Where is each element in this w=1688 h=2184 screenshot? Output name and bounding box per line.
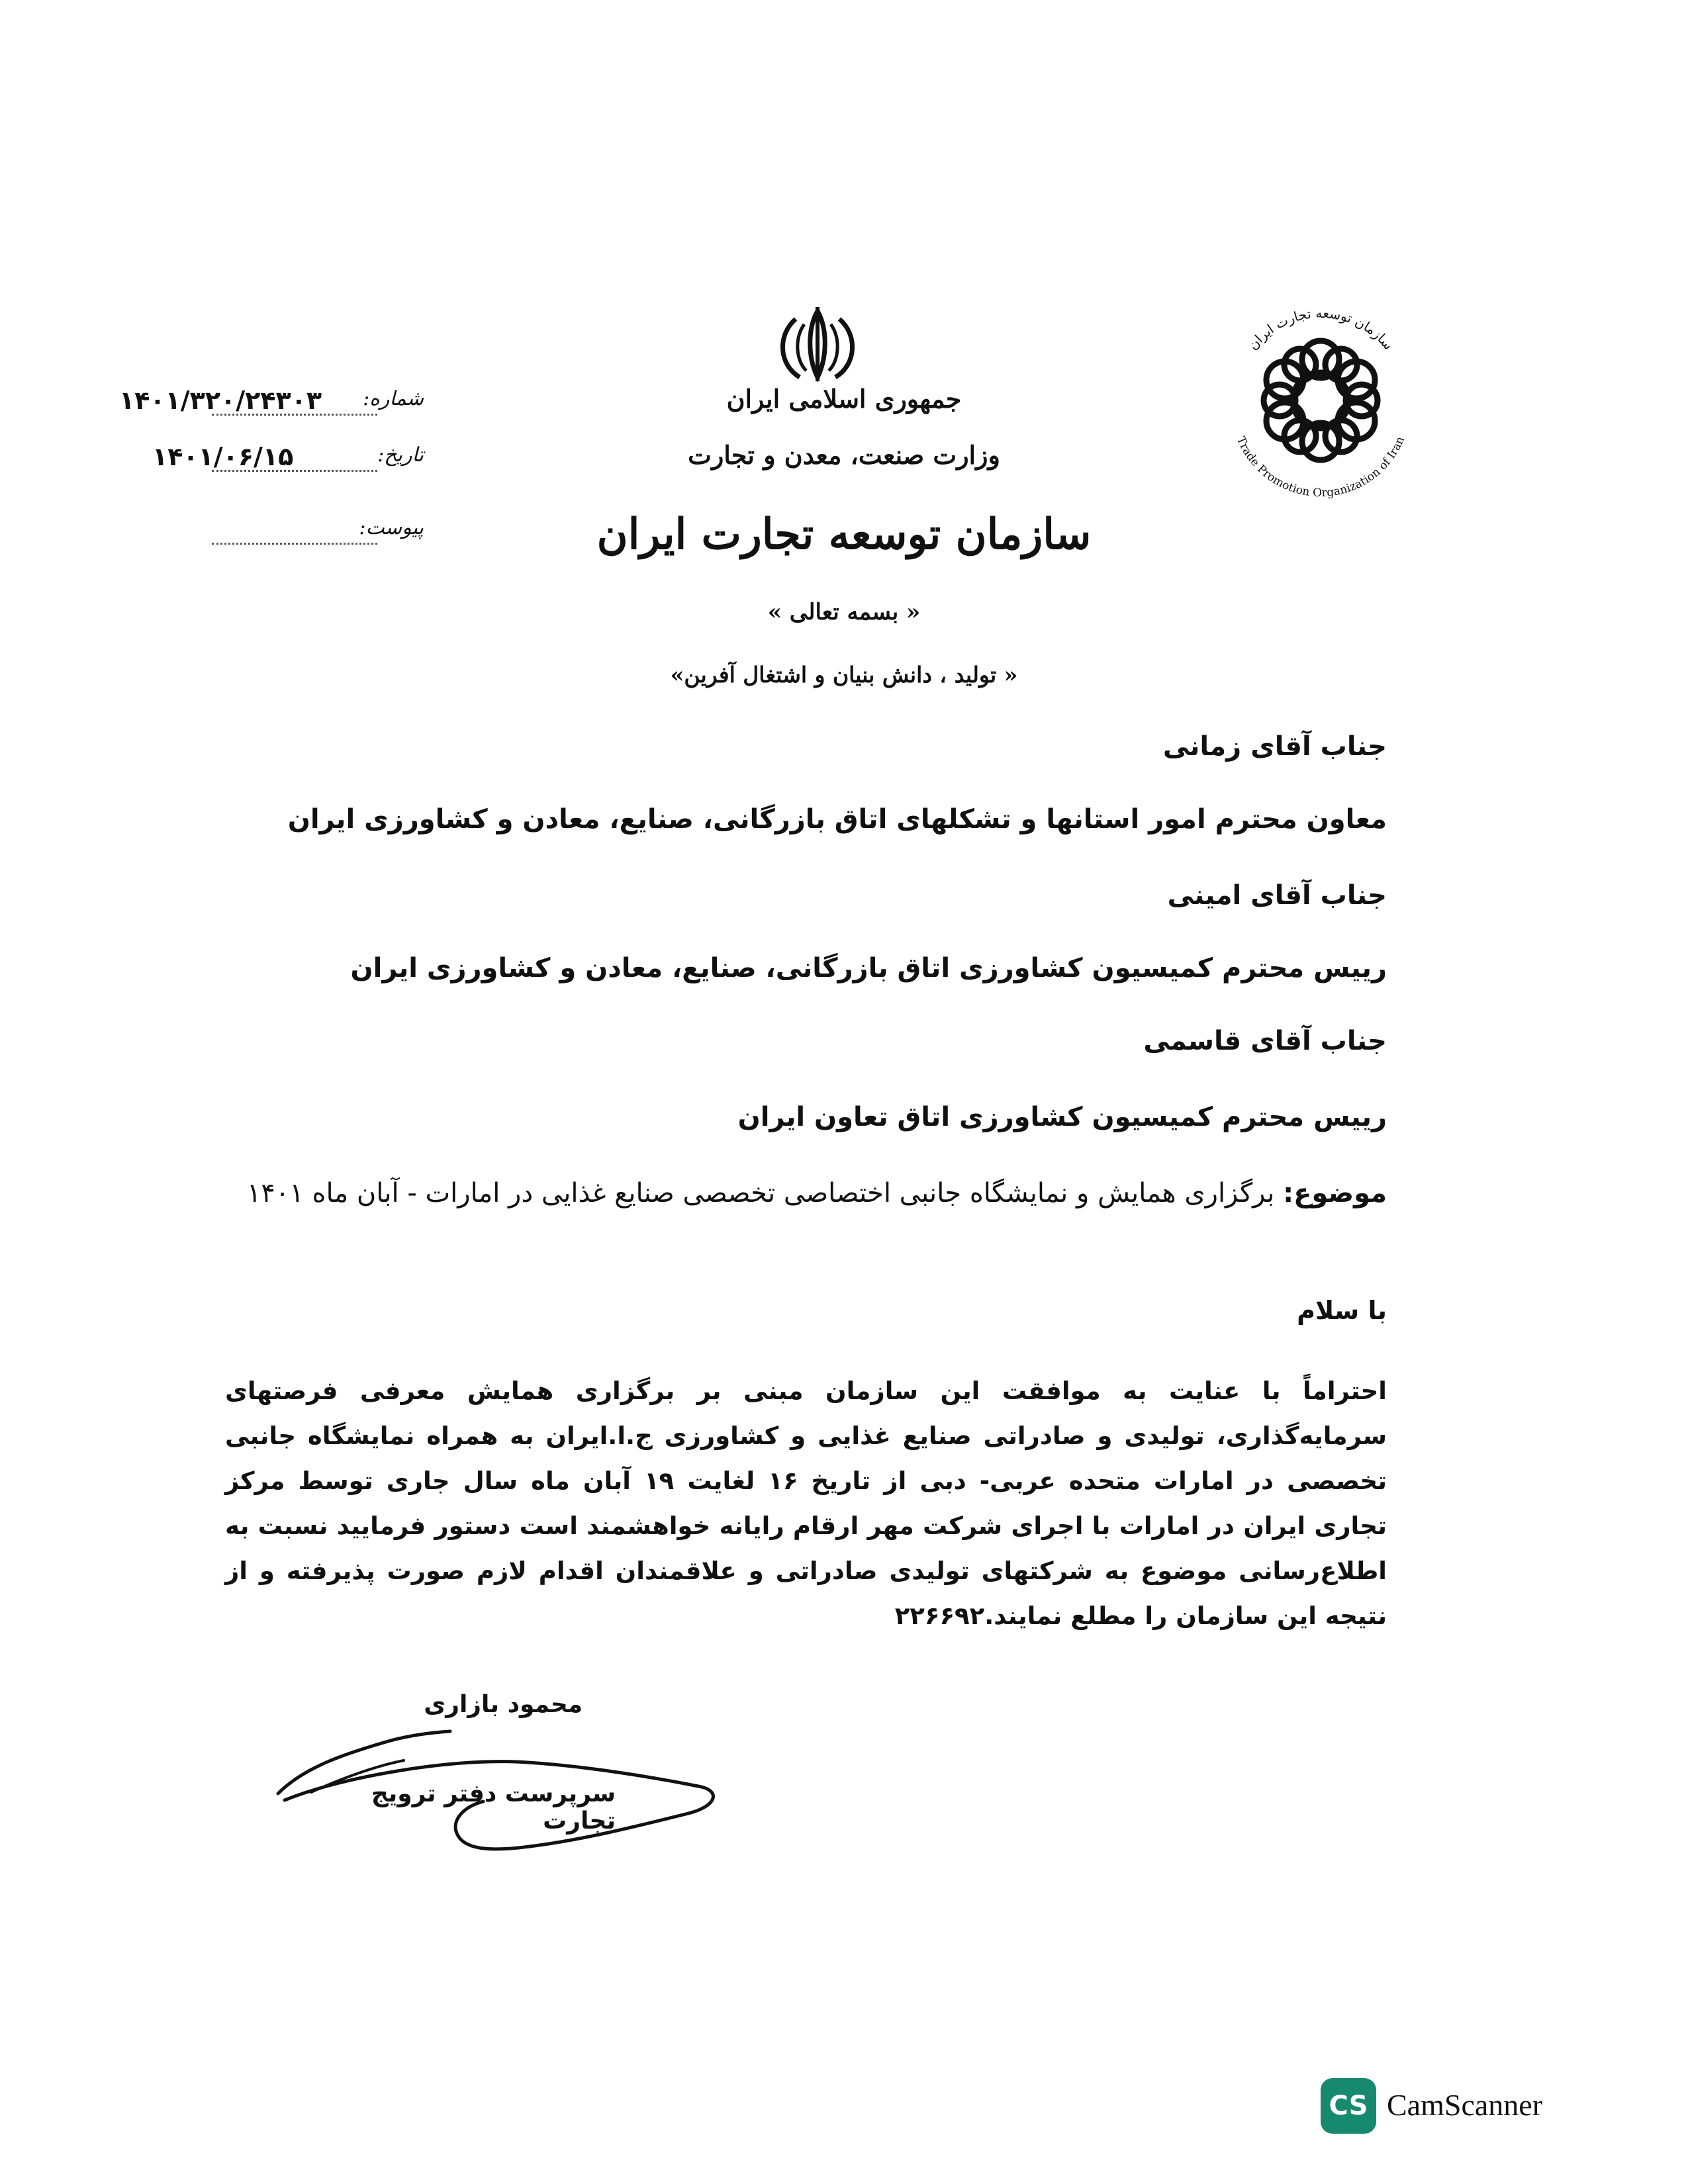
- subject-label: موضوع:: [1283, 1178, 1387, 1208]
- bismillah: « بسمه تعالی »: [767, 599, 921, 625]
- republic-title: جمهوری اسلامی ایران: [726, 384, 962, 414]
- letter-number-label: شماره:: [363, 387, 424, 410]
- addressee-3-title: رییس محترم کمیسیون کشاورزی اتاق تعاون ایران: [737, 1102, 1387, 1132]
- addressee-1: جناب آقای زمانی: [1162, 731, 1387, 762]
- addressee-3: جناب آقای قاسمی: [1143, 1026, 1387, 1056]
- camscanner-logo-icon: CS: [1321, 2078, 1376, 2134]
- tpo-logo-icon: [1211, 291, 1430, 510]
- svg-text:Trade Promotion Organization o: Trade Promotion Organization of Iran: [1233, 434, 1408, 500]
- letter-date-label: تاریخ:: [377, 443, 424, 467]
- svg-text:سازمان توسعه تجارت ایران: سازمان توسعه تجارت ایران: [1244, 304, 1397, 353]
- letter-attachment-dotted-line: [212, 543, 377, 545]
- iran-emblem-icon: [761, 304, 874, 384]
- addressee-2-title: رییس محترم کمیسیون کشاورزی اتاق بازرگانی، صنایع، معادن و کشاورزی ایران: [350, 953, 1387, 983]
- organization-title: سازمان توسعه تجارت ایران: [596, 510, 1092, 559]
- signer-title: سرپرست دفتر ترویج تجارت: [371, 1780, 616, 1835]
- ministry-title: وزارت صنعت، معدن و تجارت: [688, 440, 1000, 470]
- addressee-1-title: معاون محترم امور استانها و تشکلهای اتاق بازرگانی، صنایع، معادن و کشاورزی ایران: [287, 804, 1387, 835]
- letter-attachment-row: [113, 516, 424, 556]
- signer-name: محمود بازاری: [424, 1691, 583, 1718]
- letter-date-row: [113, 443, 424, 483]
- camscanner-watermark: [1321, 2078, 1605, 2138]
- motto: « تولید ، دانش بنیان و اشتغال آفرین»: [670, 662, 1018, 688]
- subject-text: برگزاری همایش و نمایشگاه جانبی اختصاصی تخصصی صنایع غذایی در امارات - آبان ماه ۱۴۰۱: [246, 1178, 1275, 1208]
- letter-number-value: ۱۴۰۱/۳۲۰/۲۴۳۰۳: [119, 386, 322, 415]
- letter-attachment-label: پیوست:: [359, 516, 424, 539]
- camscanner-label: CamScanner: [1387, 2088, 1543, 2122]
- subject-line: [129, 1178, 1387, 1208]
- letter-date-value: ۱۴۰۱/۰۶/۱۵: [152, 442, 294, 471]
- letter-body: احتراماً با عنایت به موافقت این سازمان مبنی بر برگزاری همایش معرفی فرصتهای سرمایه‌گذاری، تولیدی و صادراتی صنایع غذایی و کشاورزی ج.ا.ایران به همراه نمایشگاه جانبی تخصصی در امارات متحده عربی- دبی از تاریخ ۱۶ لغایت ۱۹ آبان ماه سال جاری توسط مرکز تجاری ایران در امارات با اجرای شرکت مهر ارقام رایانه خواهشمند است دستور فرمایید نسبت به اطلاع‌رسانی موضوع به شرکتهای تولیدی صادراتی و علاقمندان اقدام لازم صورت پذیرفته و از نتیجه این سازمان را مطلع نمایند.۲۲۶۶۹۲: [225, 1377, 1387, 1630]
- greeting: با سلام: [1297, 1296, 1387, 1325]
- addressee-2: جناب آقای امینی: [1167, 880, 1387, 911]
- letter-number-row: [113, 387, 424, 427]
